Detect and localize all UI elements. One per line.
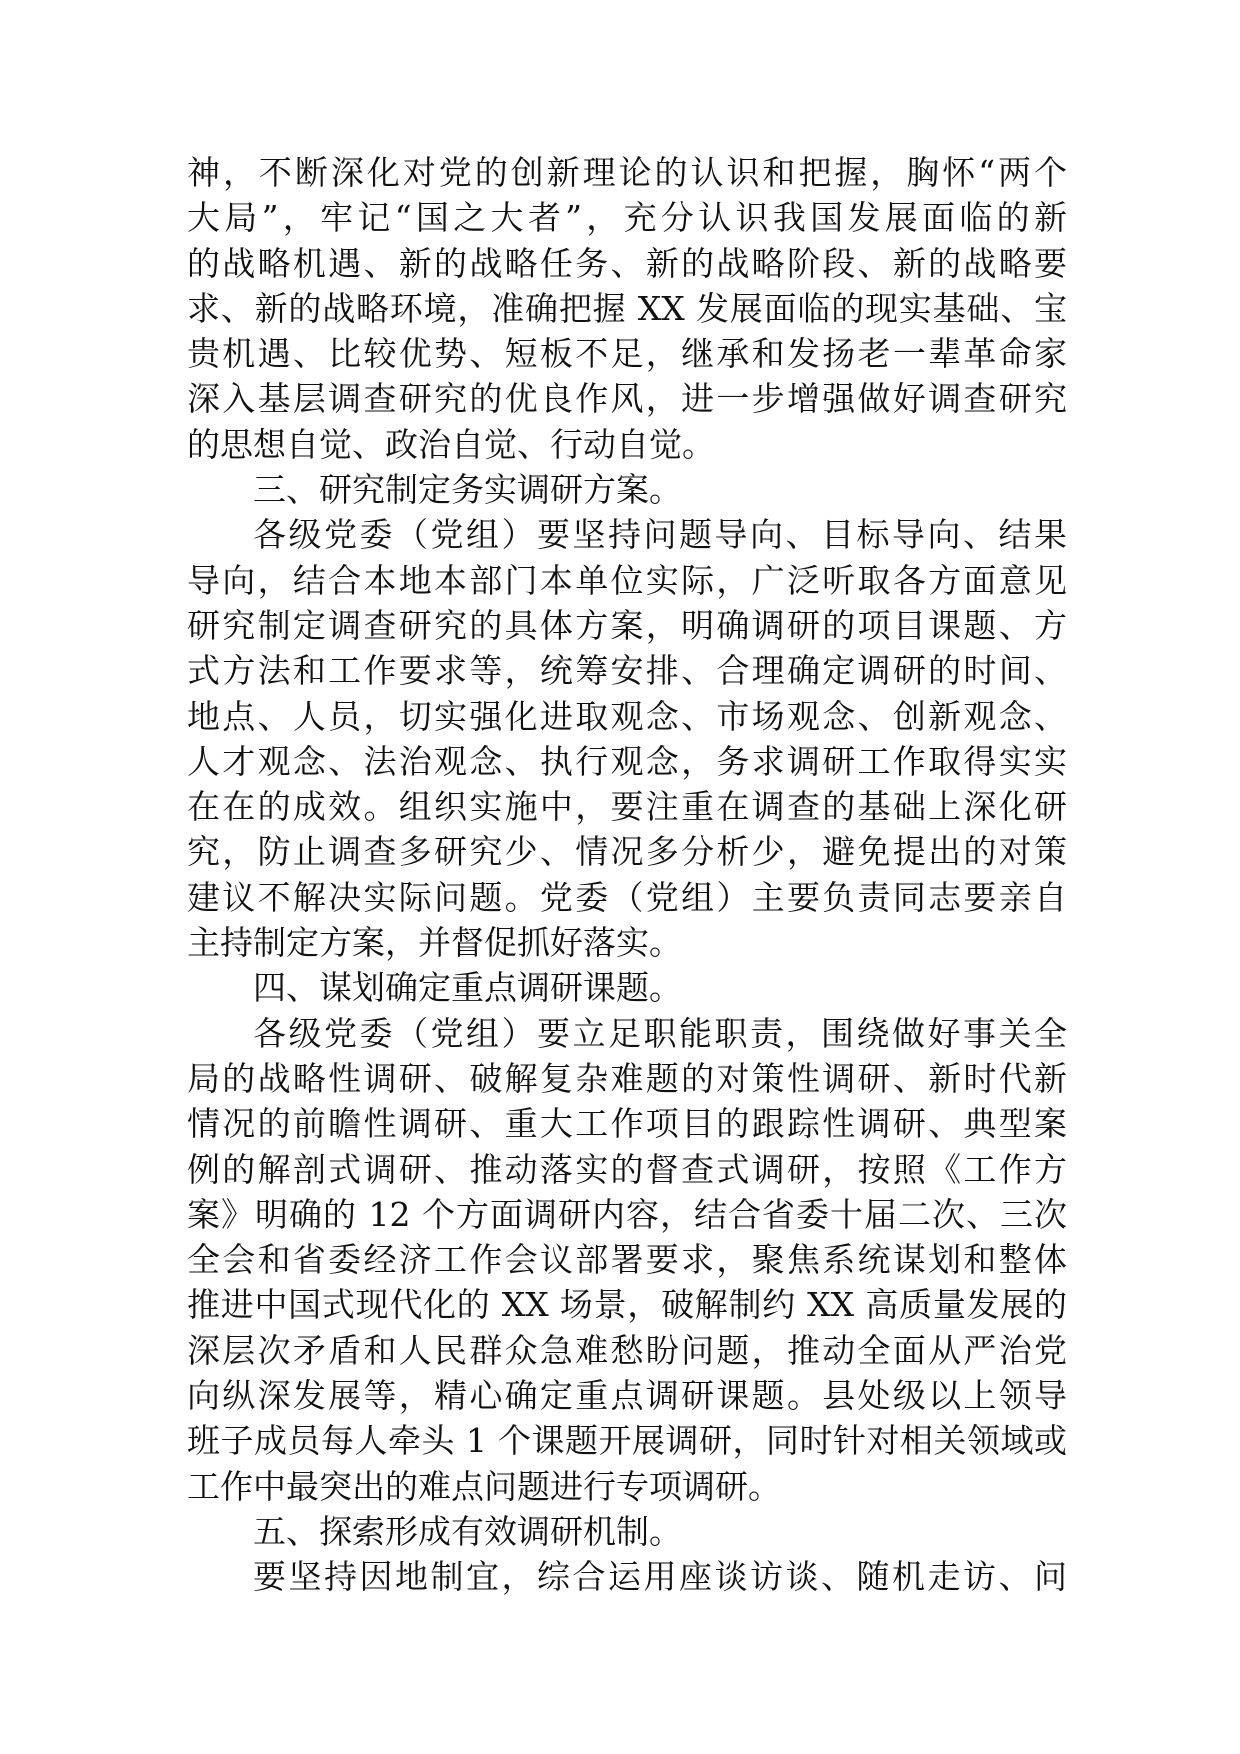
text-line: 研究制定调查研究的具体方案，明确调研的项目课题、方 — [187, 605, 1067, 645]
text-line: 局的战略性调研、破解复杂难题的对策性调研、新时代新 — [187, 1058, 1067, 1098]
text-line: 究，防止调查多研究少、情况多分析少，避免提出的对策 — [187, 832, 1067, 872]
text-line: 各级党委（党组）要立足职能职责，围绕做好事关全 — [253, 1013, 1067, 1053]
text-line: 案》明确的 12 个方面调研内容，结合省委十届二次、三次 — [187, 1194, 1067, 1234]
section-heading: 四、谋划确定重点调研课题。 — [253, 968, 682, 1008]
text-line: 神，不断深化对党的创新理论的认识和把握，胸怀“两个 — [187, 153, 1067, 192]
text-line: 主持制定方案，并督促抓好落实。 — [187, 923, 682, 963]
text-line: 导向，结合本地本部门本单位实际，广泛听取各方面意见 — [187, 560, 1067, 600]
document-page — [187, 150, 1067, 1600]
text-line: 在在的成效。组织实施中，要注重在调查的基础上深化研 — [187, 787, 1067, 827]
text-line: 班子成员每人牵头 1 个课题开展调研，同时针对相关领域或 — [187, 1421, 1067, 1461]
text-line: 例的解剖式调研、推动落实的督查式调研，按照《工作方 — [187, 1149, 1067, 1189]
text-line: 地点、人员，切实强化进取观念、市场观念、创新观念、 — [187, 696, 1067, 736]
text-line: 深层次矛盾和人民群众急难愁盼问题，推动全面从严治党 — [187, 1330, 1067, 1370]
text-line: 情况的前瞻性调研、重大工作项目的跟踪性调研、典型案 — [187, 1104, 1067, 1144]
document-body — [187, 150, 1067, 1600]
text-line: 人才观念、法治观念、执行观念，务求调研工作取得实实 — [187, 741, 1067, 781]
text-line: 深入基层调查研究的优良作风，进一步增强做好调查研究 — [187, 379, 1067, 419]
text-line: 的战略机遇、新的战略任务、新的战略阶段、新的战略要 — [187, 243, 1067, 283]
text-line: 式方法和工作要求等，统筹安排、合理确定调研的时间、 — [187, 651, 1067, 691]
text-line: 求、新的战略环境，准确把握 XX 发展面临的现实基础、宝 — [187, 288, 1067, 328]
text-line: 推进中国式现代化的 XX 场景，破解制约 XX 高质量发展的 — [187, 1285, 1067, 1325]
text-line: 向纵深发展等，精心确定重点调研课题。县处级以上领导 — [187, 1376, 1067, 1416]
text-line: 的思想自觉、政治自觉、行动自觉。 — [187, 424, 715, 464]
text-line: 要坚持因地制宜，综合运用座谈访谈、随机走访、问 — [253, 1557, 1067, 1597]
text-line: 各级党委（党组）要坚持问题导向、目标导向、结果 — [253, 515, 1067, 555]
text-line: 建议不解决实际问题。党委（党组）主要负责同志要亲自 — [187, 877, 1067, 917]
text-line: 大局”，牢记“国之大者”，充分认识我国发展面临的新 — [187, 198, 1067, 238]
section-heading: 五、探索形成有效调研机制。 — [253, 1511, 682, 1551]
section-heading: 三、研究制定务实调研方案。 — [253, 470, 682, 510]
text-line: 贵机遇、比较优势、短板不足，继承和发扬老一辈革命家 — [187, 334, 1067, 374]
text-line: 工作中最突出的难点问题进行专项调研。 — [187, 1466, 781, 1506]
text-line: 全会和省委经济工作会议部署要求，聚焦系统谋划和整体 — [187, 1240, 1067, 1280]
